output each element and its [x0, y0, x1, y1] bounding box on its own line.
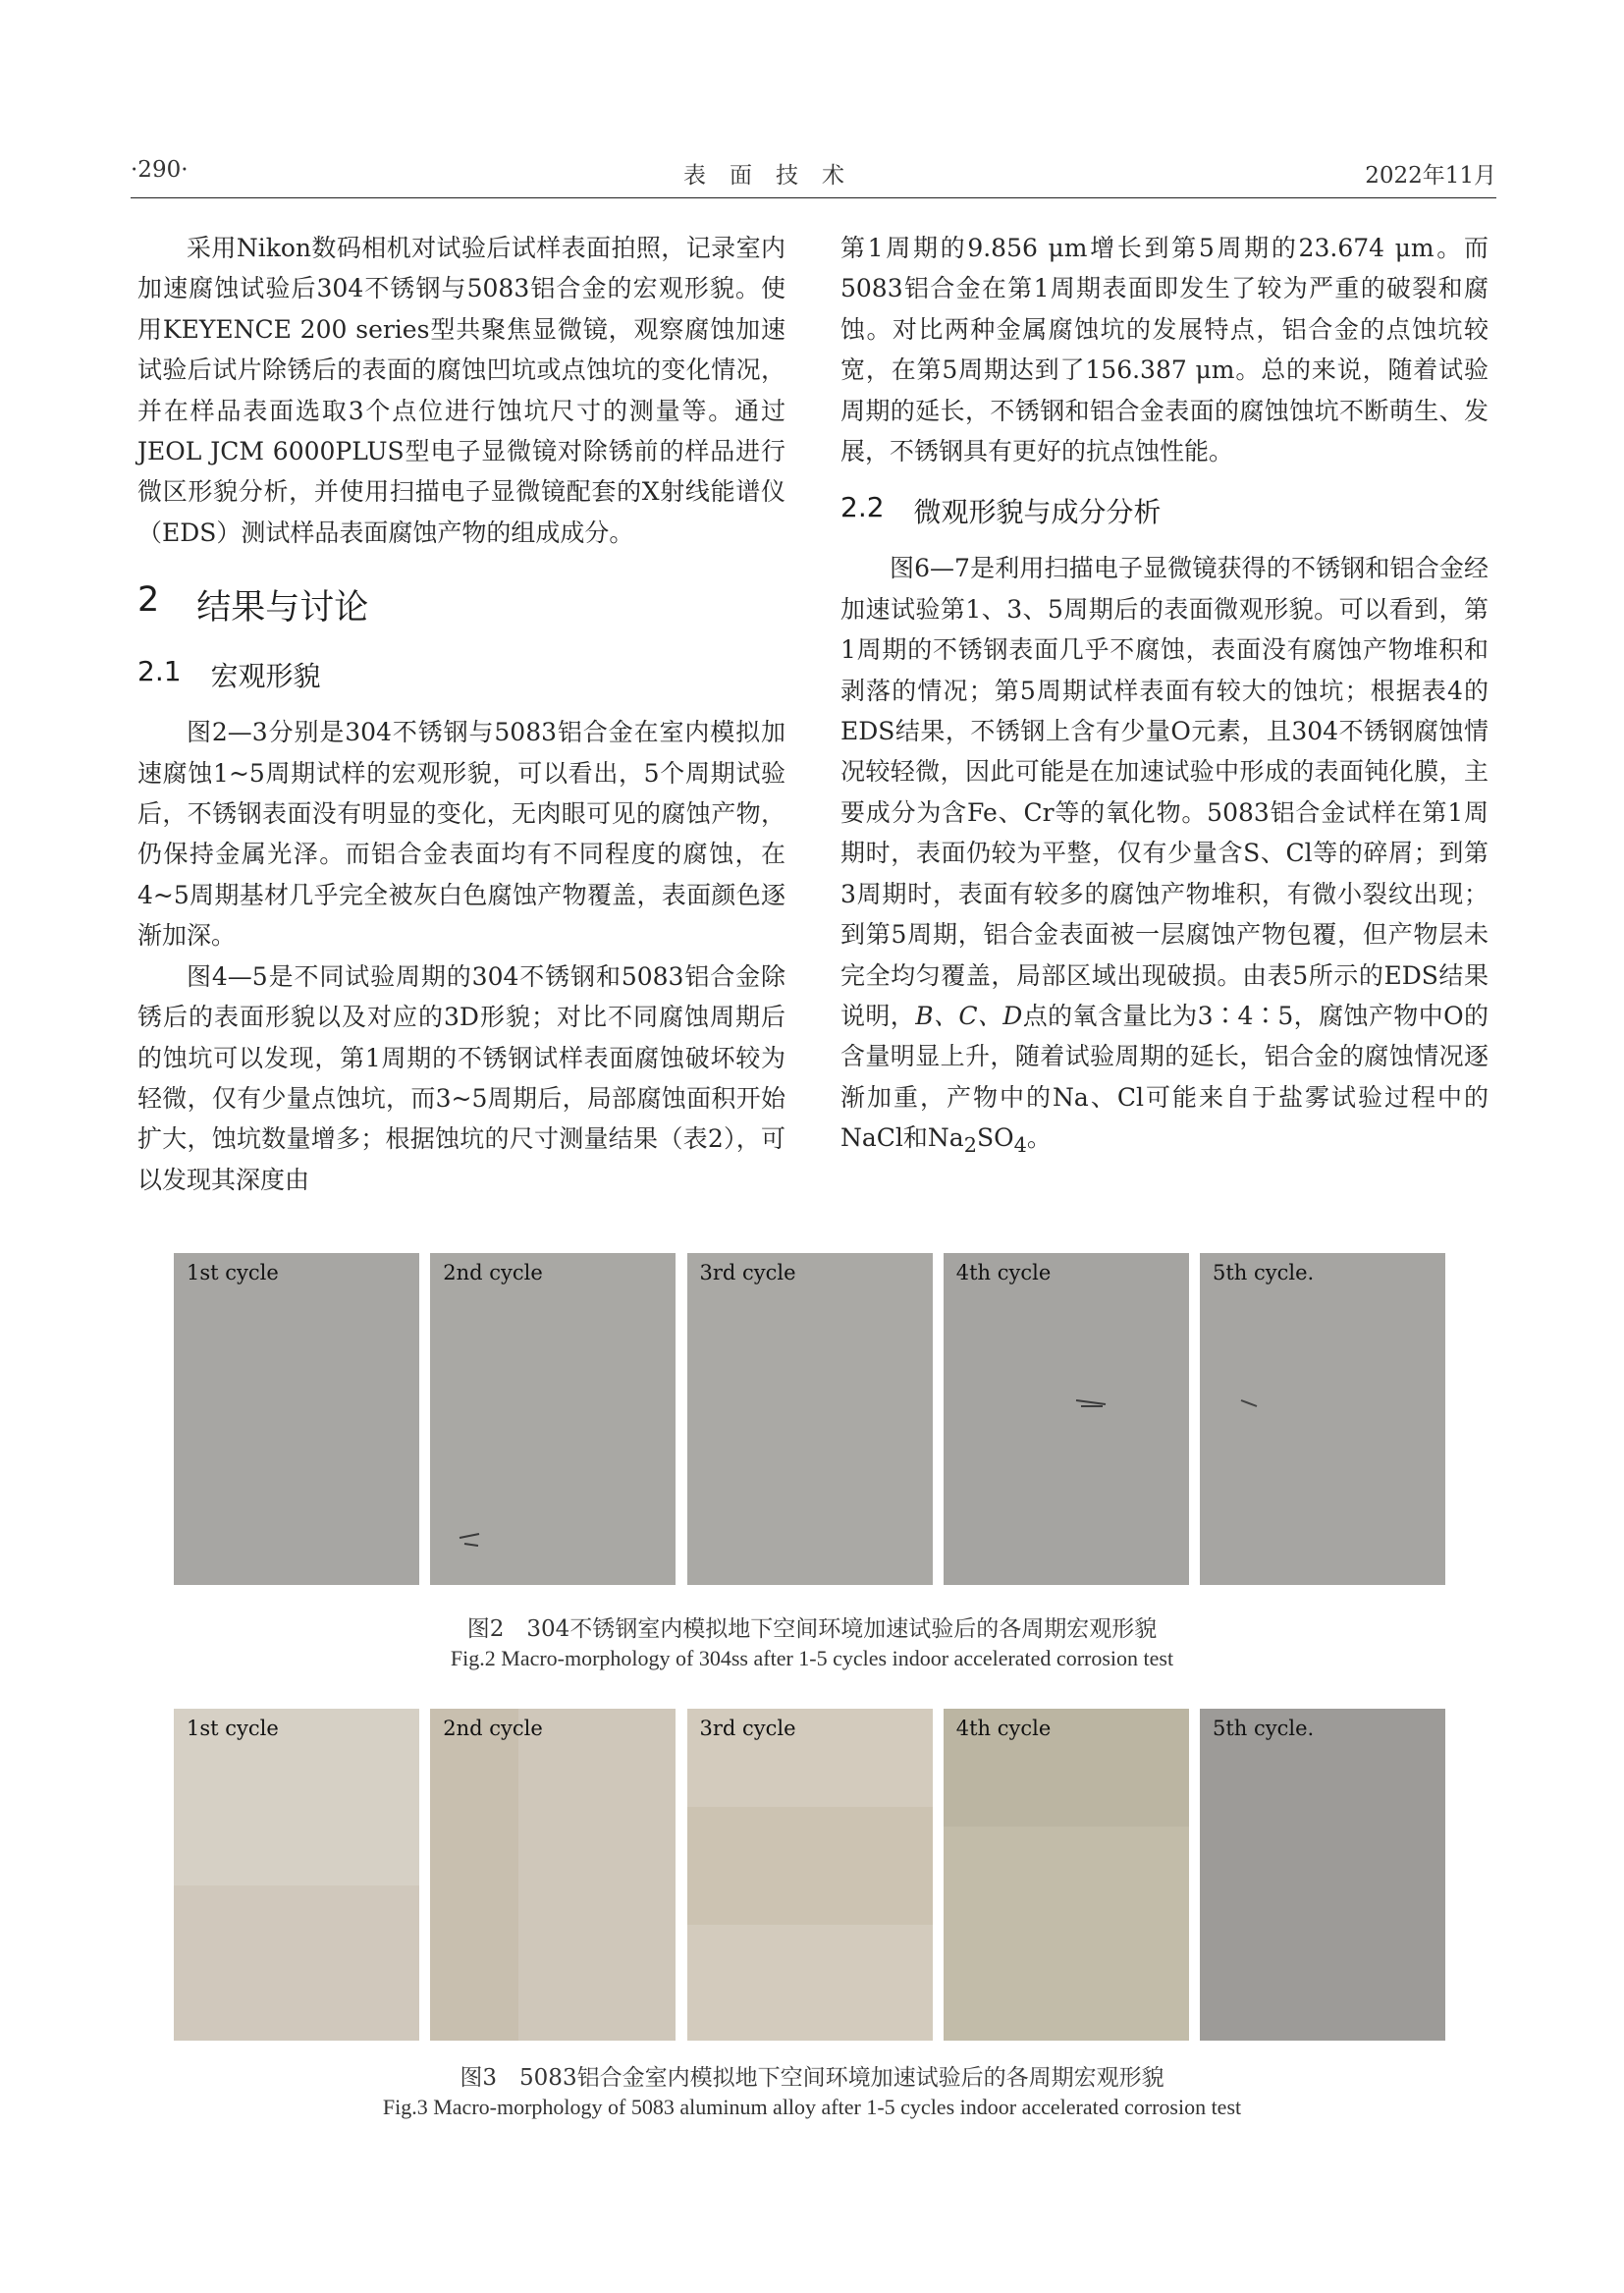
fig2-caption-en: Fig.2 Macro-morphology of 304ss after 1-5 cycles indoor accelerated corrosion test [450, 1646, 1174, 1670]
paragraph-micro-morphology [840, 548, 1489, 1166]
fig2-label-3: 3rd cycle [699, 1261, 796, 1284]
fig3-caption-en: Fig.3 Macro-morphology of 5083 aluminum alloy after 1-5 cycles indoor accelerated corrosion test [382, 2095, 1242, 2119]
subsection-heading-2-1 [137, 655, 785, 694]
formula-so: SO [976, 1123, 1014, 1153]
fig2-photo-1 [174, 1253, 419, 1585]
fig3-photo-5 [1200, 1709, 1445, 2041]
paragraph-fig2-3: 图2—3分别是304不锈钢与5083铝合金在室内模拟加速腐蚀1~5周期试样的宏观形貌，可以看出，5个周期试验后，不锈钢表面没有明显的变化，无肉眼可见的腐蚀产物，仍保持金属光泽。而铝合金表面均有不同程度的腐蚀，在4~5周期基材几乎完全被灰白色腐蚀产物覆盖，表面颜色逐渐加深。 [137, 718, 785, 951]
fig3-photo-2 [430, 1709, 676, 2041]
fig3-photo-3 [687, 1709, 933, 2041]
section-heading [137, 580, 785, 629]
subsection-title: 宏观形貌 [210, 660, 321, 693]
fig3-label-3: 3rd cycle [699, 1717, 796, 1740]
subscript-2: 2 [963, 1133, 977, 1158]
paragraph-continued: 第1周期的9.856 μm增长到第5周期的23.674 μm。而5083铝合金在第1周期表面即发生了较为严重的破裂和腐蚀。对比两种金属腐蚀坑的发展特点，铝合金的点蚀坑较宽，在第5周期达到了156.387 μm。总的来说，随着试验周期的延长，不锈钢和铝合金表面的腐蚀蚀坑不断萌生、发展，不锈钢具有更好的抗点蚀性能。 [840, 234, 1489, 466]
subscript-4: 4 [1013, 1133, 1027, 1158]
fig2-photo-4 [944, 1253, 1189, 1585]
fig3-panel-2 [430, 1709, 676, 2041]
subsection-number: 2.2 [840, 491, 885, 524]
left-column [137, 228, 785, 1200]
fig2-photo-2 [430, 1253, 676, 1585]
page-number: ·290· [131, 157, 189, 183]
fig3-panel-4 [944, 1709, 1189, 2041]
intro-paragraph: 采用Nikon数码相机对试验后试样表面拍照，记录室内加速腐蚀试验后304不锈钢与5083铝合金的宏观形貌。使用KEYENCE 200 series型共聚焦显微镜，观察腐蚀加速试验后试片除锈后的表面的腐蚀凹坑或点蚀坑的变化情况，并在样品表面选取3个点位进行蚀坑尺寸的测量等。通过JEOL JCM 6000PLUS型电子显微镜对除锈前的样品进行微区形貌分析，并使用扫描电子显微镜配套的X射线能谱仪（EDS）测试样品表面腐蚀产物的组成成分。 [137, 234, 785, 547]
figure-2 [174, 1253, 1445, 1585]
issue-date: 2022年11月 [1365, 163, 1496, 189]
fig2-label-1: 1st cycle [187, 1261, 279, 1284]
fig2-photo-3 [687, 1253, 933, 1585]
fig3-panel-5 [1200, 1709, 1445, 2041]
fig3-label-1: 1st cycle [187, 1717, 279, 1740]
fig2-panel-2 [430, 1253, 676, 1585]
fig2-caption-cn: 图2 304不锈钢室内模拟地下空间环境加速试验后的各周期宏观形貌 [466, 1616, 1158, 1642]
fig3-panel-1 [174, 1709, 419, 2041]
fig3-photo-4 [944, 1709, 1189, 2041]
subsection-title: 微观形貌与成分分析 [913, 496, 1162, 529]
fig3-photo-1 [174, 1709, 419, 2041]
fig2-panel-5 [1200, 1253, 1445, 1585]
fig2-panel-3 [687, 1253, 933, 1585]
fig2-label-5: 5th cycle. [1213, 1261, 1315, 1284]
subsection-heading-2-2 [840, 491, 1489, 530]
right-column [840, 228, 1489, 1167]
fig3-label-2: 2nd cycle [443, 1717, 543, 1740]
paragraph-part-1: 图6—7是利用扫描电子显微镜获得的不锈钢和铝合金经加速试验第1、3、5周期后的表面微观形貌。可以看到，第1周期的不锈钢表面几乎不腐蚀，表面没有腐蚀产物堆积和剥落的情况；第5周期试样表面有较大的蚀坑；根据表4的EDS结果，不锈钢上含有少量O元素，且304不锈钢腐蚀情况较轻微，因此可能是在加速试验中形成的表面钝化膜，主要成分为含Fe、Cr等的氧化物。5083铝合金试样在第1周期时，表面仍较为平整，仅有少量含S、Cl等的碎屑；到第3周期时，表面有较多的腐蚀产物堆积，有微小裂纹出现；到第5周期，铝合金表面被一层腐蚀产物包覆，但产物层未完全均匀覆盖，局部区域出现破损。由表5所示的EDS结果说明， [840, 554, 1489, 1030]
subsection-number: 2.1 [137, 655, 182, 688]
fig3-label-5: 5th cycle. [1213, 1717, 1315, 1740]
section-title: 结果与讨论 [196, 588, 369, 628]
fig3-label-4: 4th cycle [955, 1717, 1052, 1740]
figure-3 [174, 1709, 1445, 2041]
fig2-panel-1 [174, 1253, 419, 1585]
header-rule [131, 197, 1496, 198]
section-number: 2 [137, 580, 160, 621]
fig2-label-4: 4th cycle [955, 1261, 1052, 1284]
paragraph-fig4-5: 图4—5是不同试验周期的304不锈钢和5083铝合金除锈后的表面形貌以及对应的3D形貌；对比不同腐蚀周期后的蚀坑可以发现，第1周期的不锈钢试样表面腐蚀破坏较为轻微，仅有少量点蚀坑，而3~5周期后，局部腐蚀面积开始扩大，蚀坑数量增多；根据蚀坑的尺寸测量结果（表2），可以发现其深度由 [137, 961, 785, 1194]
fig3-caption-cn: 图3 5083铝合金室内模拟地下空间环境加速试验后的各周期宏观形貌 [460, 2065, 1164, 2091]
period: 。 [1026, 1123, 1052, 1153]
fig2-label-2: 2nd cycle [443, 1261, 543, 1284]
fig2-panel-4 [944, 1253, 1189, 1585]
paragraph-part-2: 点的氧含量比为3∶4∶5，腐蚀产物中O的含量明显上升，随着试验周期的延长，铝合金的腐蚀情况逐渐加重，产物中的Na、Cl可能来自于盐雾试验过程中的NaCl和Na [840, 1001, 1489, 1153]
journal-title: 表面技术 [683, 163, 868, 189]
points-label: B、C、D [915, 1001, 1023, 1030]
fig3-panel-3 [687, 1709, 933, 2041]
fig2-photo-5 [1200, 1253, 1445, 1585]
